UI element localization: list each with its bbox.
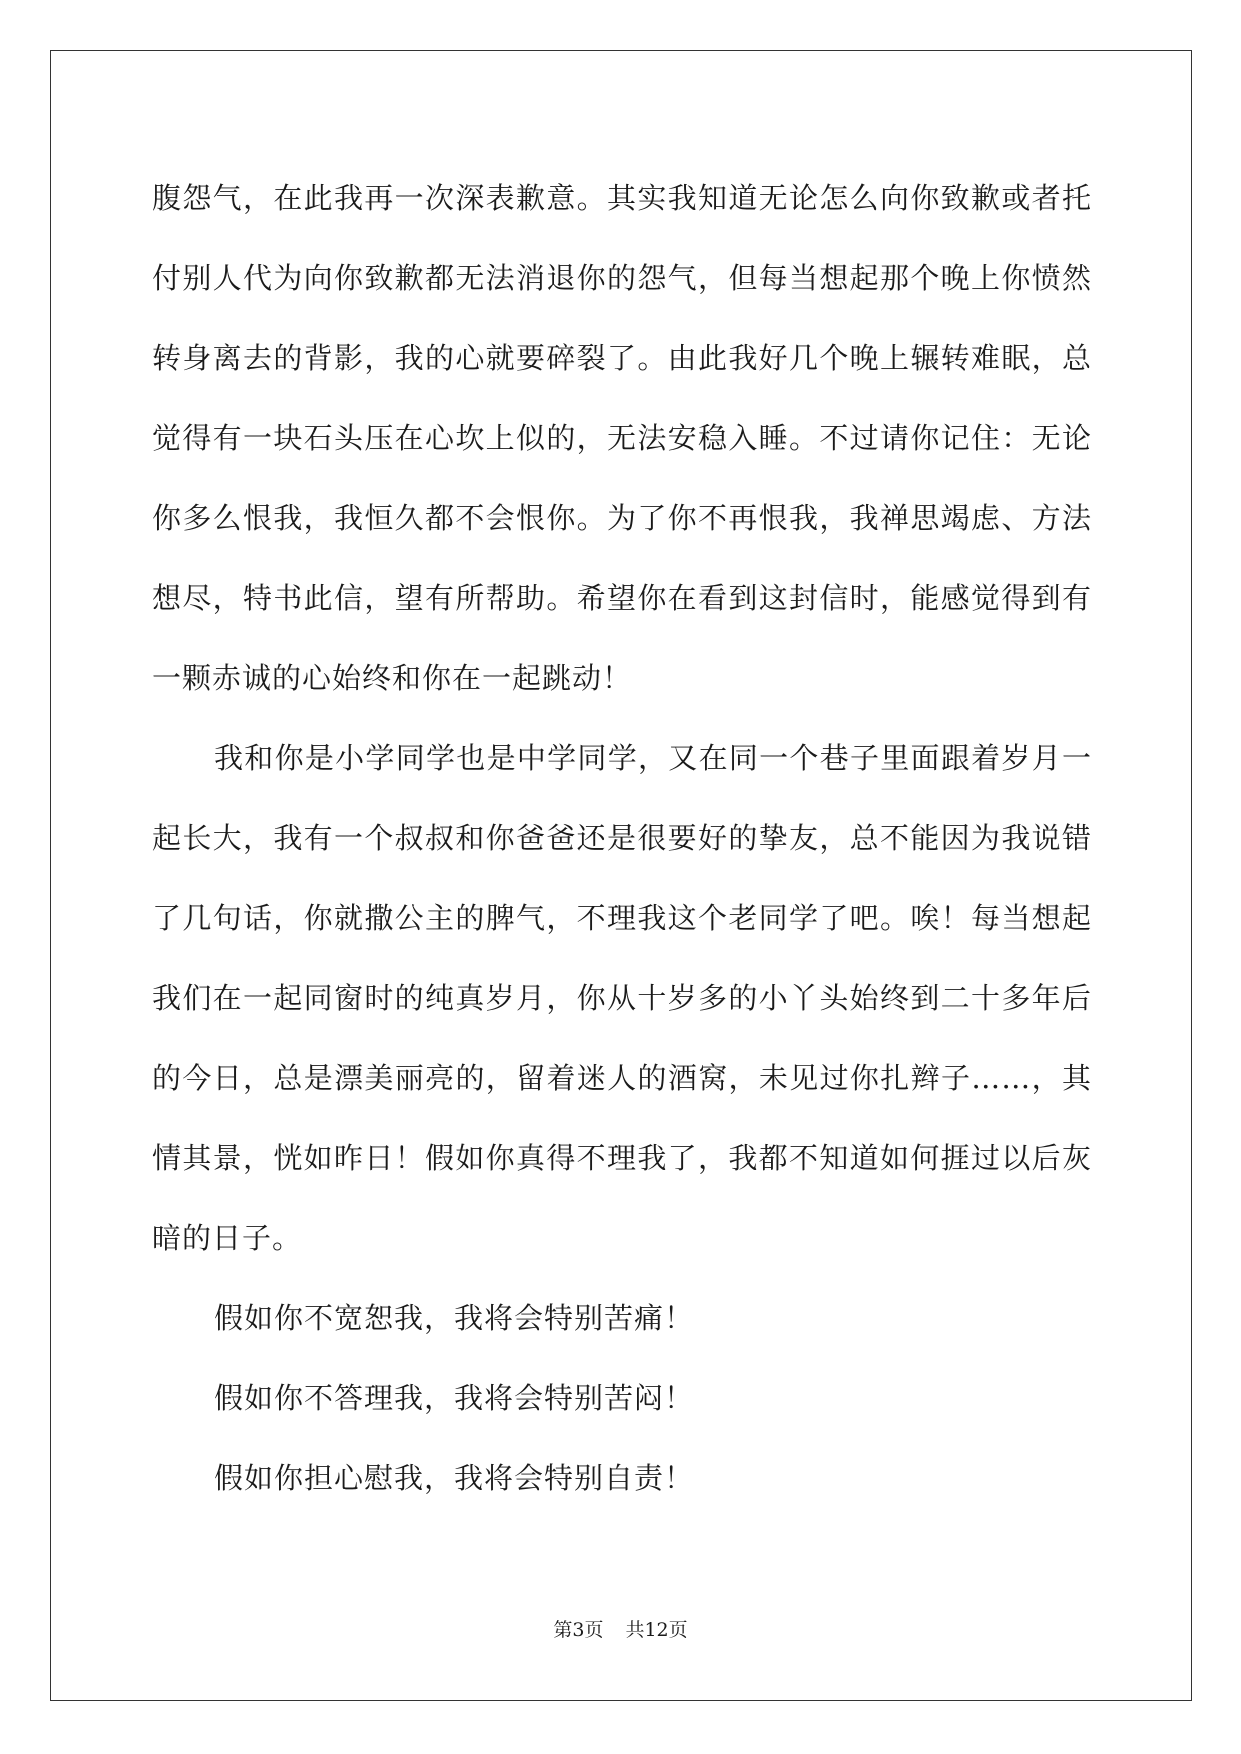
paragraph-5: 假如你担心慰我，我将会特别自责！ [214, 1461, 695, 1495]
letter-body [152, 158, 1092, 1518]
paragraph-3: 假如你不宽恕我，我将会特别苦痛！ [214, 1301, 695, 1335]
page-total: 共12页 [625, 1619, 688, 1641]
paragraph-4: 假如你不答理我，我将会特别苦闷！ [214, 1381, 695, 1415]
page-number: 第3页 [553, 1619, 604, 1641]
page-footer [0, 1618, 1241, 1642]
paragraph-2: 我和你是小学同学也是中学同学，又在同一个巷子里面跟着岁月一起长大，我有一个叔叔和你爸爸还是很要好的挚友，总不能因为我说错了几句话，你就撒公主的脾气，不理我这个老同学了吧。唉！每当想起我们在一起同窗时的纯真岁月，你从十岁多的小丫头始终到二十多年后的今日，总是漂美丽亮的，留着迷人的酒窝，未见过你扎辫子……，其情其景，恍如昨日！假如你真得不理我了，我都不知道如何捱过以后灰暗的日子。 [152, 741, 1092, 1255]
paragraph-1: 腹怨气，在此我再一次深表歉意。其实我知道无论怎么向你致歉或者托付别人代为向你致歉都无法消退你的怨气，但每当想起那个晚上你愤然转身离去的背影，我的心就要碎裂了。由此我好几个晚上辗转难眠，总觉得有一块石头压在心坎上似的，无法安稳入睡。不过请你记住：无论你多么恨我，我恒久都不会恨你。为了你不再恨我，我禅思竭虑、方法想尽，特书此信，望有所帮助。希望你在看到这封信时，能感觉得到有一颗赤诚的心始终和你在一起跳动！ [152, 181, 1092, 695]
